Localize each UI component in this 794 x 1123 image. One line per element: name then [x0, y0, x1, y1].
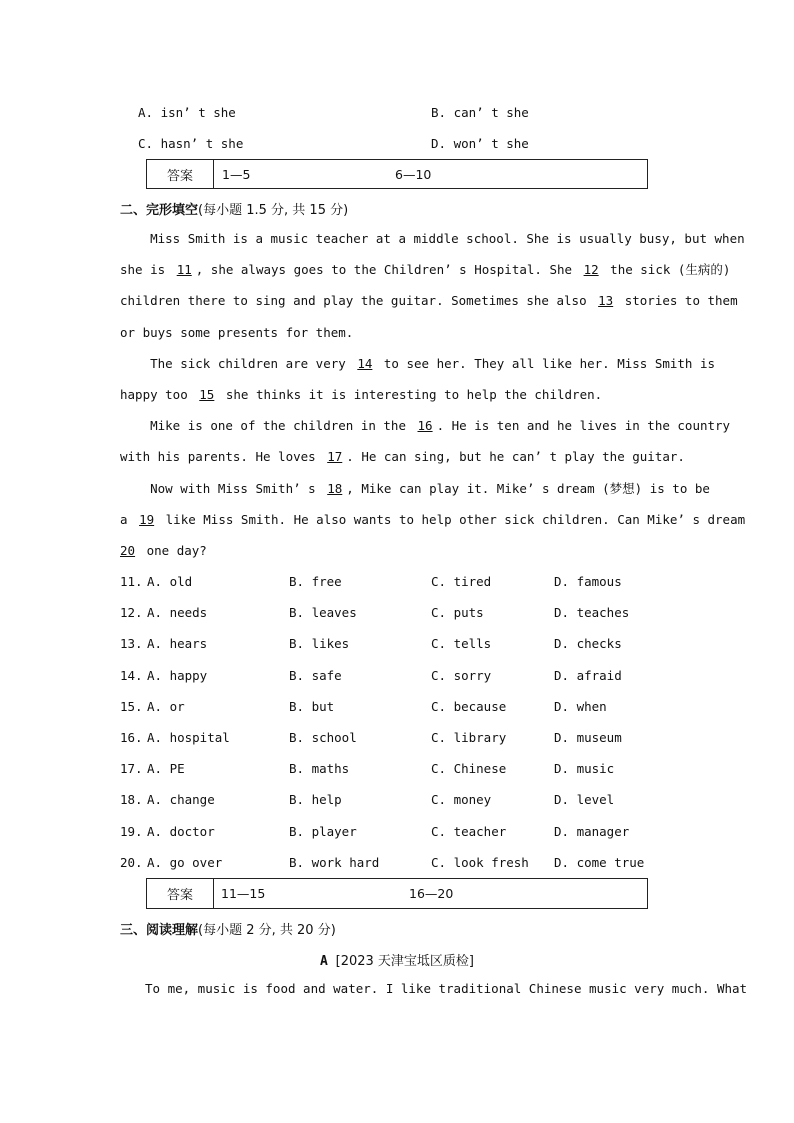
- option-a: A. doctor: [147, 823, 215, 839]
- question-row: [120, 574, 680, 594]
- section-title-reading: [120, 919, 336, 938]
- option-d: D. won’ t she: [431, 136, 529, 151]
- question-number: 20.: [120, 854, 143, 870]
- passage-a-first-line: To me, music is food and water. I like traditional Chinese music very much. What: [145, 981, 748, 996]
- option-c: C. puts: [431, 605, 484, 621]
- blank-20: 20: [120, 543, 136, 559]
- answer-label: 答案: [147, 160, 214, 188]
- option-d: D. famous: [554, 574, 622, 589]
- question-number: 13.: [120, 636, 143, 652]
- option-a: A. old: [147, 574, 193, 589]
- answer-range-1: 1—5: [222, 167, 251, 182]
- question-row: [120, 792, 680, 812]
- option-a: A. happy: [147, 667, 208, 683]
- blank-11: 11: [176, 262, 192, 278]
- option-c: C. tells: [431, 636, 492, 652]
- passage-line: with his parents. He loves 17 . He can sing, but he can’ t play the guitar.: [120, 449, 685, 465]
- answer-box: [146, 159, 648, 189]
- passage-line: or buys some presents for them.: [120, 324, 354, 340]
- option-d: D. teaches: [554, 605, 630, 621]
- option-row: [138, 105, 658, 125]
- question-number: 16.: [120, 730, 143, 745]
- passage-line: Miss Smith is a music teacher at a middle school. She is usually busy, but when: [150, 231, 745, 246]
- option-b: B. likes: [289, 636, 350, 652]
- section-title-cloze: [120, 199, 348, 218]
- answer-range-2: 16—20: [409, 886, 454, 901]
- question-row: [120, 636, 680, 656]
- option-c: C. hasn’ t she: [138, 136, 244, 151]
- option-b: B. can’ t she: [431, 105, 529, 120]
- question-number: 14.: [120, 667, 143, 683]
- option-a: A. PE: [147, 761, 185, 777]
- option-b: B. but: [289, 698, 335, 714]
- question-row: [120, 730, 680, 750]
- question-number: 17.: [120, 761, 143, 777]
- option-d: D. level: [554, 792, 615, 808]
- answer-range-1: 11—15: [221, 886, 266, 901]
- option-c: C. library: [431, 730, 507, 745]
- answer-range-2: 6—10: [395, 167, 432, 182]
- option-b: B. maths: [289, 761, 350, 777]
- section-note: (每小题 1.5 分, 共 15 分): [198, 203, 349, 218]
- option-a: A. change: [147, 792, 215, 808]
- question-number: 12.: [120, 605, 143, 621]
- cloze-passage: [120, 223, 746, 566]
- blank-13: 13: [598, 293, 614, 309]
- answer-label: 答案: [147, 879, 214, 908]
- answer-box: [146, 878, 648, 909]
- option-d: D. checks: [554, 636, 622, 652]
- blank-16: 16: [417, 418, 433, 434]
- option-c: C. because: [431, 698, 507, 714]
- passage-source: [2023 天津宝坻区质检]: [335, 954, 475, 969]
- option-d: D. come true: [554, 854, 645, 870]
- passage-line: happy too 15 she thinks it is interesting to help the children.: [120, 387, 603, 403]
- option-a: A. or: [147, 698, 185, 714]
- question-row: [120, 668, 680, 688]
- question-row: [120, 761, 680, 781]
- option-b: B. school: [289, 730, 357, 745]
- option-c: C. tired: [431, 574, 492, 589]
- question-row: [120, 824, 680, 844]
- question-number: 15.: [120, 698, 143, 714]
- passage-line: Now with Miss Smith’ s 18 , Mike can play it. Mike’ s dream (梦想) is to be: [150, 480, 710, 496]
- blank-15: 15: [199, 387, 215, 403]
- option-c: C. look fresh: [431, 854, 529, 870]
- passage-line: children there to sing and play the guitar. Sometimes she also 13 stories to them: [120, 293, 738, 309]
- option-b: B. player: [289, 823, 357, 839]
- option-d: D. music: [554, 761, 615, 777]
- blank-18: 18: [327, 480, 343, 496]
- question-number: 19.: [120, 823, 143, 839]
- passage-line: a 19 like Miss Smith. He also wants to help other sick children. Can Mike’ s dream: [120, 511, 746, 527]
- option-c: C. teacher: [431, 823, 507, 839]
- blank-12: 12: [583, 262, 599, 278]
- option-a: A. needs: [147, 605, 208, 621]
- option-b: B. free: [289, 574, 342, 589]
- option-d: D. when: [554, 698, 607, 714]
- passage-a-heading: [0, 950, 794, 969]
- question-number: 11.: [120, 574, 143, 589]
- question-row: [120, 605, 680, 625]
- option-c: C. Chinese: [431, 761, 507, 777]
- option-d: D. afraid: [554, 667, 622, 683]
- section-note: (每小题 2 分, 共 20 分): [198, 923, 336, 938]
- option-b: B. help: [289, 792, 342, 808]
- option-row: [138, 136, 658, 156]
- question-row: [120, 855, 680, 875]
- option-a: A. isn’ t she: [138, 105, 236, 120]
- option-a: A. hospital: [147, 730, 230, 745]
- blank-17: 17: [327, 449, 343, 465]
- section-title-text: 三、阅读理解: [120, 923, 199, 938]
- section-title-text: 二、完形填空: [120, 203, 199, 218]
- passage-letter: A: [319, 954, 328, 969]
- option-a: A. go over: [147, 854, 223, 870]
- option-b: B. leaves: [289, 605, 357, 621]
- passage-line: The sick children are very 14 to see her. They all like her. Miss Smith is: [150, 355, 716, 371]
- option-b: B. safe: [289, 667, 342, 683]
- option-a: A. hears: [147, 636, 208, 652]
- option-c: C. sorry: [431, 667, 492, 683]
- passage-line: she is 11 , she always goes to the Children’ s Hospital. She 12 the sick (生病的): [120, 262, 731, 278]
- question-number: 18.: [120, 792, 143, 808]
- option-c: C. money: [431, 792, 492, 808]
- blank-14: 14: [357, 355, 373, 371]
- blank-19: 19: [139, 511, 155, 527]
- option-b: B. work hard: [289, 854, 380, 870]
- option-d: D. museum: [554, 730, 622, 745]
- option-d: D. manager: [554, 823, 630, 839]
- passage-line: 20 one day?: [120, 543, 207, 559]
- question-row: [120, 699, 680, 719]
- passage-line: Mike is one of the children in the 16 . He is ten and he lives in the country: [150, 418, 731, 434]
